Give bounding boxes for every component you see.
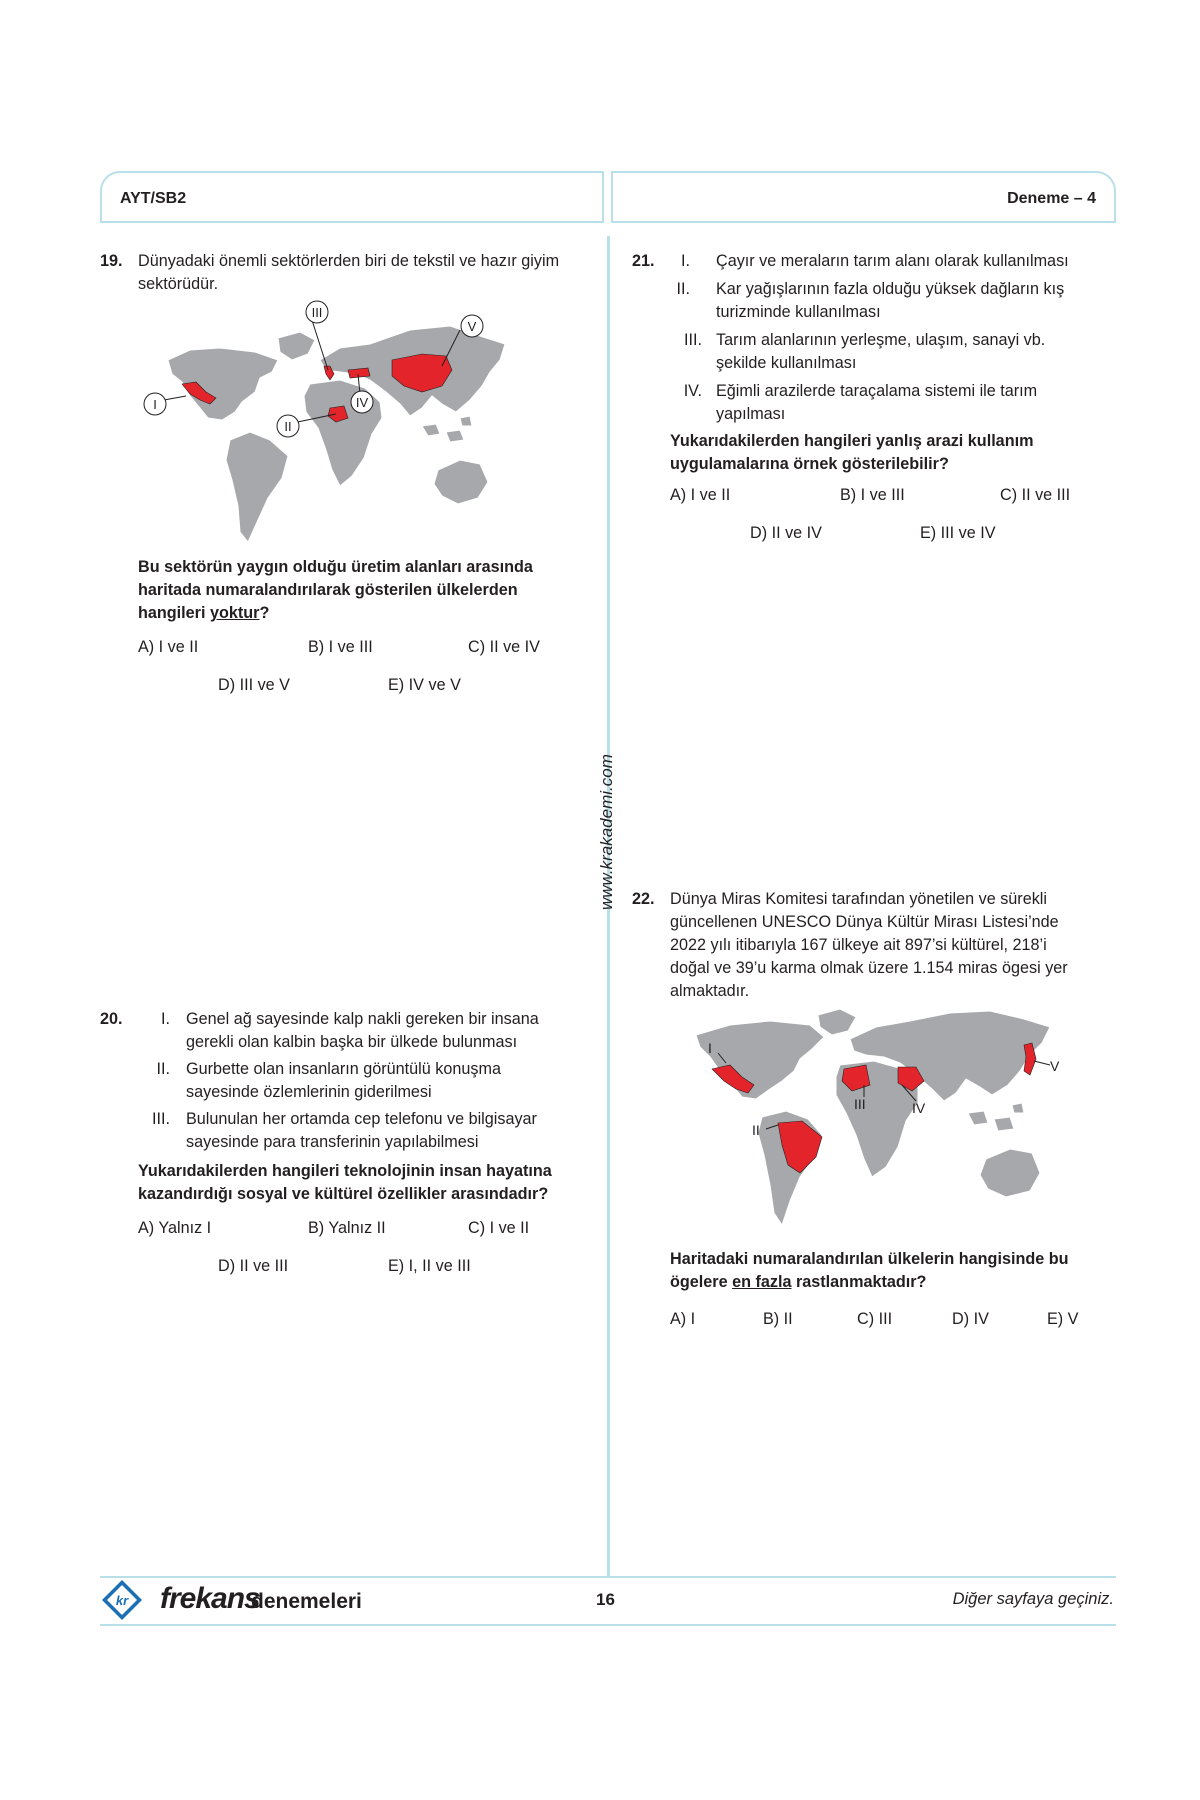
q20-item-1-line1: Genel ağ sayesinde kalp nakli gereken bir insana [186,1010,539,1028]
map-label-4: IV [355,395,369,410]
q19-option-d[interactable]: D) III ve V [218,676,290,694]
brand-name: frekans [160,1582,260,1615]
q22-question-line2: ögelere en fazla rastlanmaktadır? [670,1273,927,1291]
q22-option-d[interactable]: D) IV [952,1310,989,1328]
q21-item-3-line1: Tarım alanlarının yerleşme, ulaşım, sanayi vb. [716,331,1046,349]
next-page-note: Diğer sayfaya geçiniz. [952,1590,1114,1608]
q21-question-line2: uygulamalarına örnek gösterilebilir? [670,455,949,473]
q22-intro-line1: Dünya Miras Komitesi tarafından yönetilen ve sürekli [670,890,1047,908]
q19-option-a[interactable]: A) I ve II [138,638,199,656]
q22-option-e[interactable]: E) V [1047,1310,1079,1328]
q19-option-b[interactable]: B) I ve III [308,638,373,656]
map-label-3: III [854,1096,866,1112]
q22-option-c[interactable]: C) III [857,1310,893,1328]
q20-option-c[interactable]: C) I ve II [468,1219,530,1237]
q19-intro-line2: sektörüdür. [138,275,219,293]
q19-option-c[interactable]: C) II ve IV [468,638,540,656]
q19-emphasis: yoktur [209,604,260,622]
q19-question-line2: haritada numaralandırılarak gösterilen ülkelerden [138,581,518,599]
question-number: 22. [632,890,655,908]
q22-world-map [690,1005,1090,1230]
map-label-1: I [153,397,157,412]
question-number: 20. [100,1010,123,1028]
map-label-2: II [752,1122,760,1138]
q19-question-line1: Bu sektörün yaygın olduğu üretim alanları arasında [138,558,533,576]
q21-option-d[interactable]: D) II ve IV [750,524,822,542]
q22-question-line1: Haritadaki numaralandırılan ülkelerin hangisinde bu [670,1250,1069,1268]
q21-item-4-line2: yapılması [716,405,786,423]
question-number: 19. [100,252,123,270]
q19-question [138,556,598,625]
q20-item-1-line2: gerekli olan kalbin başka bir ülkede bulunması [186,1033,518,1051]
q20-item-2-line1: Gurbette olan insanların görüntülü konuşma [186,1060,501,1078]
q20-item-3-line1: Bulunulan her ortamda cep telefonu ve bilgisayar [186,1110,537,1128]
q19-world-map [153,300,570,550]
north-america-shape [696,1021,824,1099]
greenland-shape [818,1009,856,1035]
q22-option-b[interactable]: B) II [763,1310,793,1328]
se-asia-islands-shape [968,1103,1024,1131]
q21-option-b[interactable]: B) I ve III [840,486,905,504]
q21-item-1-line1: Çayır ve meraların tarım alanı olarak kullanılması [716,252,1069,270]
turkey-highlight [348,368,370,378]
q22-intro-line2: güncellenen UNESCO Dünya Kültür Mirası Listesi’nde [670,913,1059,931]
header-right-box [611,171,1116,223]
map-label-1: I [708,1040,712,1056]
q20-option-b[interactable]: B) Yalnız II [308,1219,386,1237]
q20-option-a[interactable]: A) Yalnız I [138,1219,212,1237]
side-website-text: www.krakademi.com [597,754,616,910]
q21-question [670,430,1110,476]
brand-subtitle: denemeleri [251,1590,362,1613]
se-asia-islands-shape [422,416,472,442]
q22-intro-line5: almaktadır. [670,982,750,1000]
q20-question [138,1160,608,1206]
map-label-4: IV [912,1100,926,1116]
header-left-box [100,171,604,223]
map-label-5: V [1050,1058,1060,1074]
q20-question-line1: Yukarıdakilerden hangileri teknolojinin insan hayatına [138,1162,552,1180]
q20-question-line2: kazandırdığı sosyal ve kültürel özellikler arasındadır? [138,1185,549,1203]
kr-logo [100,1578,144,1622]
q21-item-3-line2: şekilde kullanılması [716,354,857,372]
q22-question [670,1248,1110,1294]
q21-option-e[interactable]: E) III ve IV [920,524,996,542]
map-label-2: II [284,419,292,434]
q21-item-4-line1: Eğimli arazilerde taraçalama sistemi ile tarım [716,382,1038,400]
q20-option-d[interactable]: D) II ve III [218,1257,289,1275]
q22-intro-line4: doğal ve 39’u karma olmak üzere 1.154 miras ögesi yer [670,959,1068,977]
q21-item-2-line2: turizminde kullanılması [716,303,881,321]
svg-text:kr: kr [115,1593,129,1608]
question-20: 20. I. Genel ağ sayesinde kalp nakli gereken bir insana gerekli olan kalbin başka bir ülkede bulunması II. Gurbette olan insanların görüntülü konuşma sayesinde özlemlerinin giderilmesi III. Bulunulan her ortamda cep telefonu ve bilgisayar sayesinde para transferinin yapılabilmesi [100,1008,600,1148]
map-label-3: III [311,305,323,320]
exam-code: AYT/SB2 [120,190,187,207]
q21-option-a[interactable]: A) I ve II [670,486,731,504]
q20-item-2-line2: sayesinde özlemlerinin giderilmesi [186,1083,432,1101]
question-number: 21. [632,252,655,270]
footer-bottom-line [100,1624,1116,1626]
australia-shape [434,460,488,504]
map-label-5: V [467,319,477,334]
greenland-shape [278,332,315,360]
q19-option-e[interactable]: E) IV ve V [388,676,461,694]
footer-top-line [100,1576,1116,1578]
q21-question-line1: Yukarıdakilerden hangileri yanlış arazi kullanım [670,432,1034,450]
page-number: 16 [596,1590,615,1609]
question-21: 21. I. Çayır ve meraların tarım alanı olarak kullanılması II. Kar yağışlarının fazla olduğu yüksek dağların kış turizminde kullanılması III. Tarım alanlarının yerleşme, ulaşım, sanayi vb. şekilde kullanılması IV. Eğimli arazilerde taraçalama sistemi ile tarım yapılması [632,250,1112,430]
exam-title: Deneme – 4 [1007,190,1096,207]
q19-question-line3: hangileri yoktur? [138,604,270,622]
q20-option-e[interactable]: E) I, II ve III [388,1257,471,1275]
south-america-shape [226,432,288,542]
q22-option-a[interactable]: A) I [670,1310,696,1328]
q21-item-2-line1: Kar yağışlarının fazla olduğu yüksek dağların kış [716,280,1065,298]
q19-intro-line1: Dünyadaki önemli sektörlerden biri de tekstil ve hazır giyim [138,252,560,270]
q22-intro-line3: 2022 yılı itibarıyla 167 ülkeye ait 897’si kültürel, 218’i [670,936,1047,954]
australia-shape [980,1149,1040,1197]
q21-option-c[interactable]: C) II ve III [1000,486,1071,504]
q22-emphasis: en fazla [732,1273,792,1291]
q20-item-3-line2: sayesinde para transferinin yapılabilmesi [186,1133,479,1151]
